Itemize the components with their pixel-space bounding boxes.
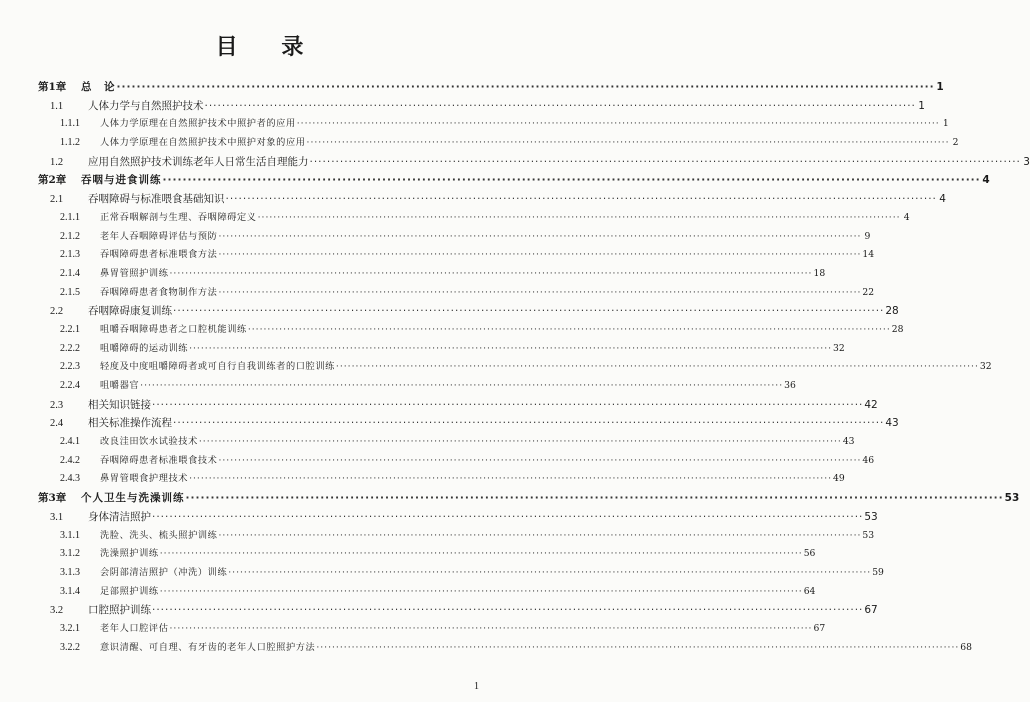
toc-entry-sub[interactable]: [38, 115, 949, 134]
toc-entry-sub[interactable]: [38, 377, 796, 396]
toc-entry-number: 2.1.4: [60, 267, 80, 279]
toc-dot-leader: [117, 78, 935, 97]
toc-entry-page: 1: [936, 81, 944, 93]
toc-entry-sub[interactable]: [38, 433, 855, 452]
toc-entry-number: 2.1.3: [60, 249, 80, 261]
toc-entry-number: 2.1.2: [60, 230, 80, 242]
toc-dot-leader: [140, 377, 783, 396]
toc-entry-number: 3.2: [50, 605, 64, 617]
toc-entry-number: 2.1.5: [60, 286, 80, 298]
toc-entry-number: 2.2.1: [60, 323, 80, 335]
toc-entry-sub[interactable]: [38, 209, 910, 228]
toc-entry-section[interactable]: [38, 97, 925, 116]
toc-dot-leader: [152, 508, 863, 527]
toc-entry-title: 足部照护训练: [100, 585, 159, 597]
table-of-contents: [38, 78, 1030, 657]
toc-entry-number: 3.2.1: [60, 622, 80, 634]
toc-dot-leader: [152, 601, 863, 620]
toc-dot-leader: [226, 190, 937, 209]
toc-entry-page: 42: [864, 398, 878, 411]
toc-entry-page: 67: [864, 604, 878, 617]
toc-entry-number: 1.1.1: [60, 118, 80, 130]
toc-dot-leader: [248, 321, 891, 340]
toc-entry-sub[interactable]: [38, 321, 904, 340]
toc-entry-page: 56: [803, 548, 816, 560]
toc-entry-page: 49: [833, 473, 845, 485]
toc-entry-page: 4: [982, 174, 990, 187]
toc-entry-section[interactable]: [38, 153, 1030, 172]
toc-entry-title: 咀嚼器官: [100, 380, 140, 391]
toc-dot-leader: [186, 489, 1004, 508]
toc-entry-page: 32: [979, 361, 992, 373]
toc-entry-number: 3.1.2: [60, 548, 80, 560]
toc-entry-title: 人体力学原理在自然照护技术中照护对象的应用: [100, 137, 306, 149]
toc-entry-title: 人体力学原理在自然照护技术中照护者的应用: [100, 118, 296, 130]
toc-entry-sub[interactable]: [38, 639, 972, 658]
toc-dot-leader: [218, 246, 861, 265]
toc-entry-page: 53: [862, 529, 875, 541]
toc-dot-leader: [189, 470, 832, 489]
toc-entry-title: 吞咽障碍患者食物制作方法: [100, 286, 218, 298]
toc-entry-page: 64: [803, 585, 816, 597]
toc-entry-sub[interactable]: [38, 527, 875, 546]
toc-entry-title: 洗澡照护训练: [100, 548, 159, 560]
toc-entry-page: 43: [842, 436, 855, 448]
toc-dot-leader: [310, 153, 1021, 172]
toc-entry-number: 2.4.3: [60, 473, 80, 485]
toc-entry-sub[interactable]: [38, 246, 875, 265]
toc-entry-sub[interactable]: [38, 452, 875, 471]
toc-dot-leader: [160, 583, 803, 602]
toc-dot-leader: [218, 452, 861, 471]
toc-dot-leader: [173, 414, 884, 433]
toc-entry-sub[interactable]: [38, 470, 845, 489]
toc-entry-page: 9: [864, 230, 871, 242]
toc-dot-leader: [163, 171, 981, 190]
toc-entry-title: 应用自然照护技术训练老年人日常生活自理能力: [88, 155, 309, 168]
toc-entry-title: 正常吞咽解剖与生理、吞咽障碍定义: [100, 211, 257, 223]
toc-entry-number: 2.4.1: [60, 436, 80, 448]
toc-entry-title: 吞咽障碍患者标准喂食方法: [100, 249, 218, 261]
toc-entry-number: 3.1.4: [60, 585, 80, 597]
toc-entry-number: 3.1.1: [60, 529, 80, 541]
toc-entry-page: 28: [885, 305, 899, 318]
toc-entry-title: 口腔照护训练: [88, 604, 151, 617]
toc-entry-title: 轻度及中度咀嚼障碍者或可自行自我训练者的口腔训练: [100, 361, 335, 373]
toc-entry-page: 53: [1004, 492, 1020, 505]
toc-entry-section[interactable]: [38, 302, 899, 321]
toc-entry-number: 第1章: [38, 81, 67, 93]
toc-entry-title: 咀嚼障碍的运动训练: [100, 342, 189, 354]
toc-entry-page: 28: [891, 323, 904, 335]
toc-entry-page: 32: [833, 342, 845, 354]
toc-entry-title: 吞咽障碍与标准喂食基础知识: [88, 193, 225, 206]
toc-entry-page: 18: [813, 267, 826, 279]
toc-entry-page: 3: [1023, 155, 1030, 168]
toc-entry-title: 咀嚼吞咽障碍患者之口腔机能训练: [100, 323, 247, 335]
toc-entry-title: 吞咽障碍康复训练: [88, 305, 172, 318]
toc-entry-number: 2.2.2: [60, 342, 80, 354]
toc-entry-number: 3.1.3: [60, 566, 80, 578]
toc-dot-leader: [258, 209, 901, 228]
toc-entry-page: 2: [952, 137, 959, 149]
toc-entry-number: 2.2.3: [60, 361, 80, 373]
toc-entry-sub[interactable]: [38, 583, 816, 602]
toc-entry-page: 67: [813, 622, 826, 634]
toc-entry-title: 意识清醒、可自理、有牙齿的老年人口腔照护方法: [100, 641, 316, 653]
page-number: 1: [474, 681, 479, 692]
toc-dot-leader: [228, 564, 871, 583]
toc-entry-number: 2.4: [50, 418, 64, 430]
toc-entry-page: 1: [942, 118, 949, 130]
toc-dot-leader: [199, 433, 842, 452]
toc-entry-title: 总 论: [81, 81, 116, 93]
toc-entry-title: 身体清洁照护: [88, 510, 151, 523]
toc-entry-page: 59: [872, 566, 884, 578]
toc-entry-number: 1.1.2: [60, 137, 80, 149]
toc-dot-leader: [160, 545, 803, 564]
toc-entry-title: 老年人口腔评估: [100, 622, 169, 634]
toc-entry-page: 68: [960, 641, 972, 653]
toc-dot-leader: [218, 228, 861, 247]
toc-entry-number: 2.4.2: [60, 454, 80, 466]
toc-entry-number: 2.1: [50, 194, 64, 206]
toc-dot-leader: [170, 265, 813, 284]
toc-dot-leader: [173, 302, 884, 321]
toc-entry-title: 会阴部清洁照护（冲洗）训练: [100, 566, 228, 578]
toc-entry-page: 53: [864, 510, 878, 523]
toc-entry-title: 鼻胃管喂食护理技术: [100, 473, 189, 485]
toc-dot-leader: [218, 527, 861, 546]
toc-entry-sub[interactable]: [38, 358, 992, 377]
toc-entry-section[interactable]: [38, 190, 946, 209]
toc-entry-title: 鼻胃管照护训练: [100, 267, 169, 279]
toc-entry-sub[interactable]: [38, 265, 826, 284]
toc-entry-chapter[interactable]: [38, 78, 944, 97]
toc-entry-number: 3.1: [50, 511, 64, 523]
toc-entry-number: 2.2.4: [60, 380, 80, 391]
page-title: 目 录: [215, 34, 322, 60]
toc-entry-sub[interactable]: [38, 620, 826, 639]
toc-dot-leader: [316, 639, 959, 658]
toc-dot-leader: [218, 284, 861, 303]
toc-entry-page: 1: [918, 99, 925, 112]
toc-entry-sub[interactable]: [38, 564, 884, 583]
toc-dot-leader: [189, 340, 832, 359]
toc-entry-page: 43: [885, 417, 899, 430]
toc-dot-leader: [336, 358, 979, 377]
toc-dot-leader: [170, 620, 813, 639]
toc-entry-number: 3.2.2: [60, 641, 80, 653]
toc-entry-title: 吞咽障碍患者标准喂食技术: [100, 454, 218, 466]
toc-entry-sub[interactable]: [38, 340, 845, 359]
toc-entry-number: 第3章: [38, 492, 67, 505]
toc-entry-number: 1.1: [50, 100, 64, 112]
toc-entry-section[interactable]: [38, 601, 878, 620]
toc-entry-title: 老年人吞咽障碍评估与预防: [100, 230, 218, 242]
toc-entry-sub[interactable]: [38, 284, 875, 303]
toc-entry-number: 2.1.1: [60, 211, 80, 223]
toc-entry-sub[interactable]: [38, 545, 816, 564]
toc-entry-title: 相关标准操作流程: [88, 417, 172, 430]
toc-dot-leader: [307, 134, 950, 153]
toc-dot-leader: [297, 115, 940, 134]
toc-entry-number: 第2章: [38, 174, 67, 187]
toc-entry-title: 个人卫生与洗澡训练: [81, 492, 185, 505]
toc-entry-page: 4: [903, 211, 910, 223]
toc-entry-chapter[interactable]: [38, 171, 990, 190]
toc-entry-title: 改良洼田饮水试验技术: [100, 436, 198, 448]
toc-entry-title: 洗脸、洗头、梳头照护训练: [100, 529, 218, 541]
toc-entry-section[interactable]: [38, 396, 878, 415]
toc-entry-page: 36: [784, 380, 796, 391]
toc-entry-number: 2.3: [50, 399, 64, 411]
toc-entry-section[interactable]: [38, 414, 899, 433]
toc-entry-number: 1.2: [50, 156, 64, 168]
toc-dot-leader: [152, 396, 863, 415]
toc-entry-page: 22: [862, 286, 875, 298]
toc-entry-title: 相关知识链接: [88, 398, 151, 411]
toc-entry-page: 46: [862, 454, 875, 466]
toc-entry-title: 吞咽与进食训练: [81, 174, 162, 187]
toc-entry-page: 4: [939, 193, 946, 206]
toc-entry-title: 人体力学与自然照护技术: [88, 99, 204, 112]
toc-entry-sub[interactable]: [38, 228, 871, 247]
toc-entry-chapter[interactable]: [38, 489, 1020, 508]
toc-entry-page: 14: [862, 249, 875, 261]
toc-entry-number: 2.2: [50, 306, 64, 318]
toc-dot-leader: [205, 97, 916, 116]
toc-entry-section[interactable]: [38, 508, 878, 527]
toc-entry-sub[interactable]: [38, 134, 959, 153]
